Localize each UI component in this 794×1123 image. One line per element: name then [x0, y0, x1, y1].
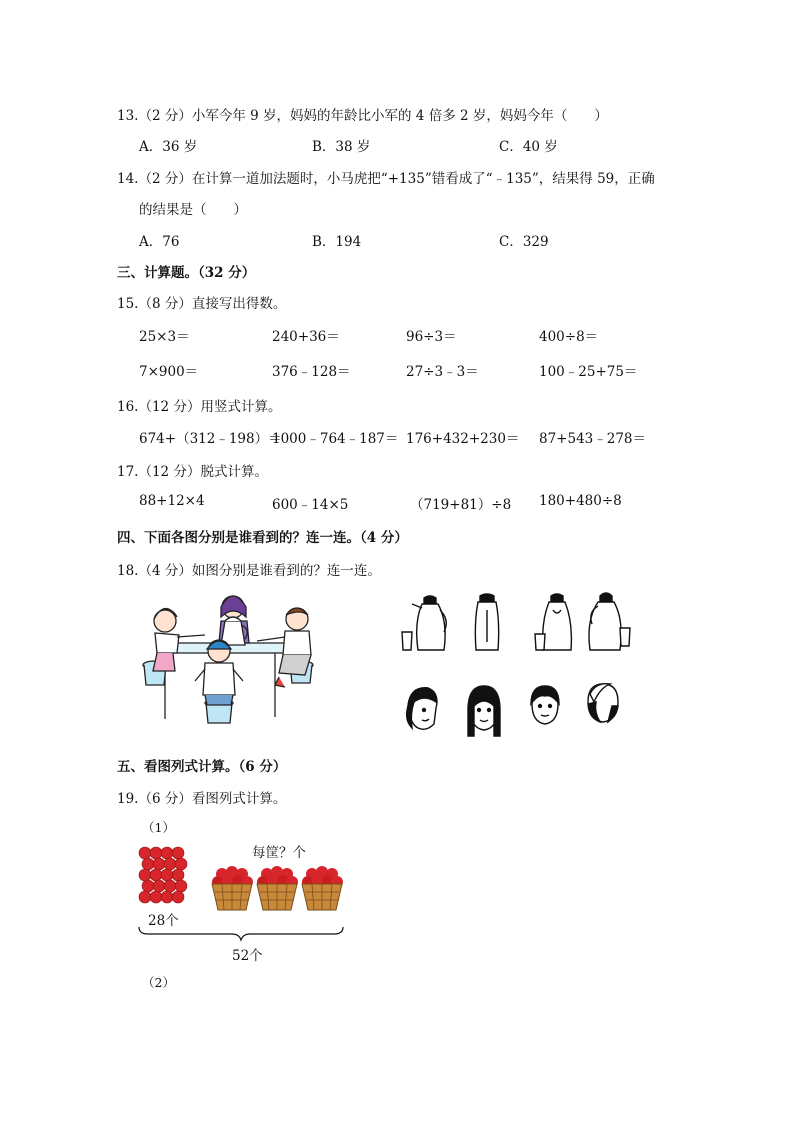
q13-option-c: C．40 岁: [499, 139, 558, 155]
q15-r2-c4: 100﹣25+75＝: [539, 364, 638, 380]
q14-stem-line1: 14.（2 分）在计算一道加法题时，小马虎把“+135”错看成了“﹣135”，结果得 59，正确: [117, 171, 655, 187]
q17-c4: 180+480÷8: [539, 493, 622, 509]
kettle-view-3: [533, 592, 578, 657]
apple-icon: [164, 858, 176, 870]
q15-r1-c3: 96÷3＝: [406, 329, 457, 345]
q15-stem: 15.（8 分）直接写出得数。: [117, 296, 287, 312]
section4-title: 四、下面各图分别是谁看到的？连一连。（4 分）: [117, 530, 408, 546]
apple-basket-1: [210, 864, 254, 914]
q16-stem: 16.（12 分）用竖式计算。: [117, 399, 282, 415]
apple-icon: [161, 869, 173, 881]
section3-title: 三、计算题。（32 分）: [117, 265, 256, 281]
q19-part1-label: （1）: [142, 820, 175, 835]
face-girl-front: [466, 684, 502, 738]
total-brace: [138, 926, 344, 942]
q16-c1: 674+（312﹣198）＝: [139, 431, 282, 447]
q16-c4: 87+543﹣278＝: [539, 431, 647, 447]
apple-basket-3: [300, 864, 344, 914]
apple-icon: [161, 847, 173, 859]
kettle-view-1: [398, 592, 453, 657]
q19-per-basket-label: 每筐？个: [252, 845, 306, 861]
q13-option-b: B．38 岁: [312, 139, 371, 155]
apple-icon: [164, 880, 176, 892]
q16-c2: 1000﹣764﹣187＝: [272, 431, 399, 447]
face-boy-front: [528, 684, 562, 728]
q15-r1-c1: 25×3＝: [139, 329, 190, 345]
apple-icon: [172, 869, 184, 881]
q17-c2: 600﹣14×5: [272, 497, 349, 513]
q17-c3: （719+81）÷8: [410, 497, 512, 513]
apple-icon: [139, 847, 151, 859]
apple-icon: [172, 847, 184, 859]
apple-icon: [175, 858, 187, 870]
q19-left-count-label: 28个: [148, 913, 179, 929]
q17-stem: 17.（12 分）脱式计算。: [117, 464, 268, 480]
apple-icon: [142, 858, 154, 870]
apple-icon: [153, 858, 165, 870]
q15-r2-c3: 27÷3﹣3＝: [406, 364, 479, 380]
q18-stem: 18.（4 分）如图分别是谁看到的？连一连。: [117, 563, 381, 579]
children-around-table-illustration: [135, 585, 325, 725]
kettle-view-4: [584, 588, 634, 658]
apple-pile: [138, 846, 188, 906]
apple-icon: [139, 891, 151, 903]
apple-icon: [172, 891, 184, 903]
q15-r1-c2: 240+36＝: [272, 329, 340, 345]
q19-total-label: 52个: [232, 948, 263, 964]
q14-option-a: A．76: [139, 234, 180, 250]
apple-icon: [175, 880, 187, 892]
q19-part2-label: （2）: [142, 975, 175, 990]
section5-title: 五、看图列式计算。（6 分）: [117, 759, 287, 775]
apple-icon: [142, 880, 154, 892]
q14-option-c: C．329: [499, 234, 549, 250]
kettle-view-2: [470, 592, 505, 657]
apple-icon: [150, 891, 162, 903]
q19-stem: 19.（6 分）看图列式计算。: [117, 791, 287, 807]
q13-stem: 13.（2 分）小军今年 9 岁，妈妈的年龄比小军的 4 倍多 2 岁，妈妈今年（ ）: [117, 108, 608, 124]
apple-icon: [150, 847, 162, 859]
apple-icon: [161, 891, 173, 903]
q17-c1: 88+12×4: [139, 493, 205, 509]
face-girl-side: [404, 684, 440, 734]
q16-c3: 176+432+230＝: [406, 431, 520, 447]
q15-r2-c1: 7×900＝: [139, 364, 199, 380]
q13-option-a: A．36 岁: [139, 139, 198, 155]
q15-r1-c4: 400÷8＝: [539, 329, 599, 345]
apple-icon: [150, 869, 162, 881]
apple-icon: [139, 869, 151, 881]
q14-option-b: B．194: [312, 234, 362, 250]
apple-icon: [153, 880, 165, 892]
face-boy-back: [586, 680, 620, 726]
q14-stem-line2: 的结果是（ ）: [139, 202, 247, 218]
q15-r2-c2: 376﹣128＝: [272, 364, 351, 380]
apple-basket-2: [255, 864, 299, 914]
